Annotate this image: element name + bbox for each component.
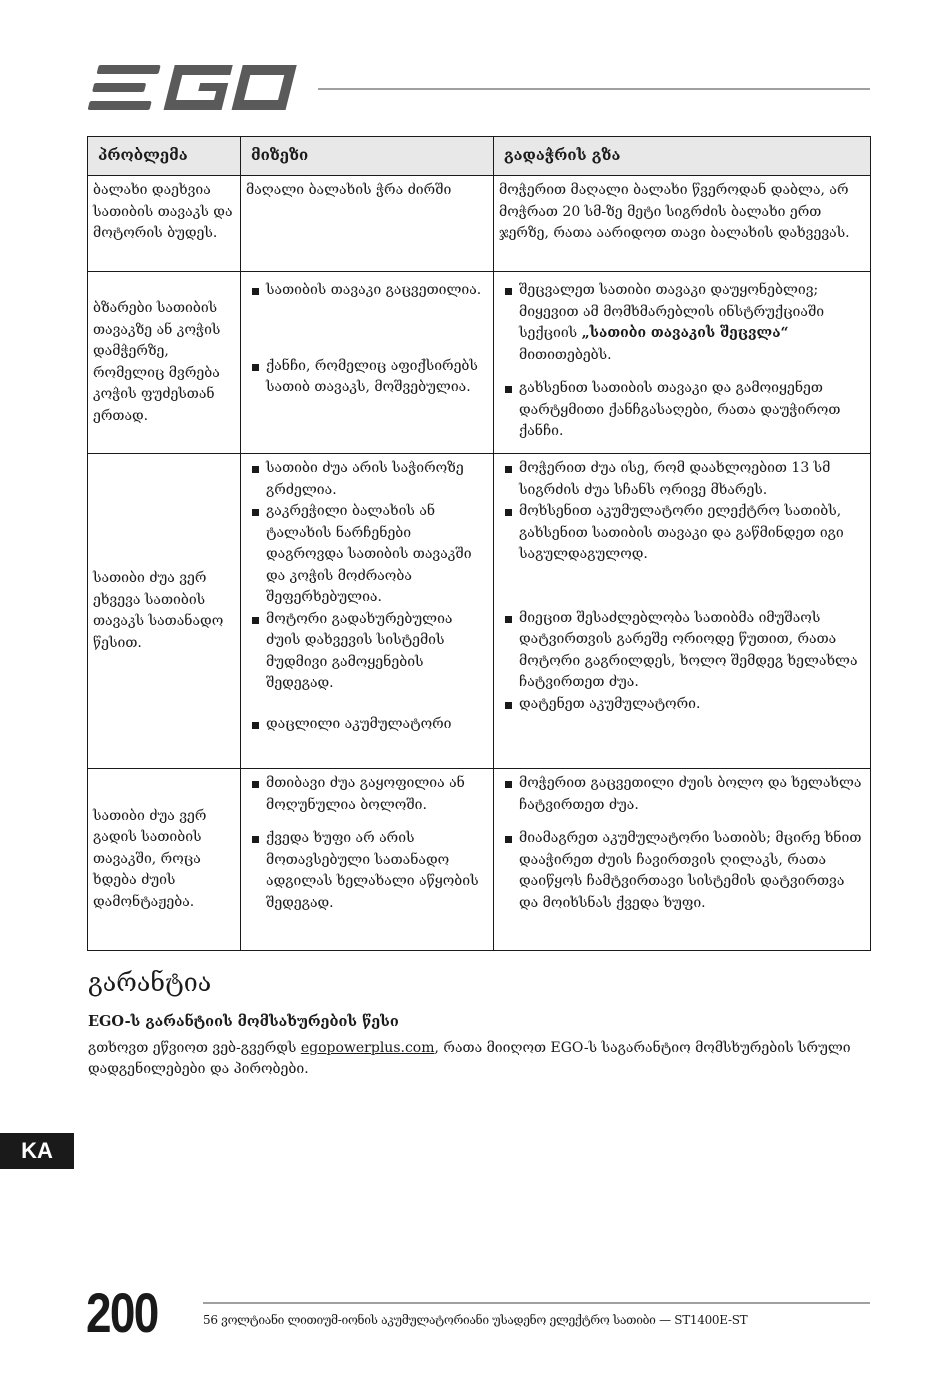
solution-text: მოჭერით მაღალი ბალახი წვეროდან დაბლა, არ მოჭრათ 20 სმ-ზე მეტი სიგრძის ბალახი ერთ ჯერზე, რათა აარიდოთ თავი ბალახის დახვევას. bbox=[499, 182, 850, 241]
warranty-text: გთხოვთ ეწვიოთ ვებ-გვერდს bbox=[88, 1040, 301, 1056]
ego-logo-icon bbox=[86, 60, 301, 116]
list-item: ქვედა ხუფი არ არის მოთავსებული სათანადო ადგილას ხელახალი აწყობის შედეგად. bbox=[246, 828, 488, 914]
problem-cell: სათიბი ძუა ვერ გადის სათიბის თავაკში, როცა ხდება ძუის დამონტაჟება. bbox=[88, 769, 241, 951]
website-link[interactable]: egopowerplus.com bbox=[300, 1040, 435, 1056]
list-item: მოტორი გადახურებულია ძუის დახვევის სისტემის მუდმივი გამოყენების შედეგად. bbox=[246, 609, 488, 695]
troubleshooting-table bbox=[87, 136, 871, 951]
solution-text: შეცვალეთ სათიბი თავაკი დაუყონებლივ; მიყევით ამ მომხმარებლის ინსტრუქციაში სექციის bbox=[519, 282, 825, 341]
problem-cell: ბალახი დაეხვია სათიბის თავაკს და მოტორის ბუდეს. bbox=[88, 176, 241, 272]
header-solution: გადაჭრის გზა bbox=[494, 137, 871, 176]
solution-cell bbox=[494, 769, 871, 951]
header-rule bbox=[318, 88, 870, 90]
list-item: ქანჩი, რომელიც აფიქსირებს სათიბ თავაკს, მოშვებულია. bbox=[246, 356, 488, 399]
solution-text: მითითებებს. bbox=[519, 346, 612, 363]
list-item: გაკრეჭილი ბალახის ან ტალახის ნარჩენები დაგროვდა სათიბის თავაკში და კოჭის მოძრაობა შეფერხებულია. bbox=[246, 501, 488, 609]
cause-text: მაღალი ბალახის ჭრა ძირში bbox=[246, 182, 452, 198]
solution-cell bbox=[494, 176, 871, 272]
table-row bbox=[88, 454, 871, 769]
list-item: მოჭერით ძუა ისე, რომ დაახლოებით 13 სმ სიგრძის ძუა სჩანს ორივე მხარეს. bbox=[499, 458, 865, 501]
warranty-subheading: EGO-ს გარანტიის მომსახურების წესი bbox=[88, 1013, 399, 1030]
warranty-paragraph bbox=[88, 1038, 873, 1080]
ego-logo bbox=[86, 60, 301, 116]
cause-cell bbox=[241, 769, 494, 951]
section-reference: „სათიბი თავაკის შეცვლა“ bbox=[581, 325, 789, 341]
cause-cell bbox=[241, 272, 494, 454]
footer-rule bbox=[203, 1302, 870, 1304]
list-item: მოჭერით გაცვეთილი ძუის ბოლო და ხელახლა ჩატვირთეთ ძუა. bbox=[499, 773, 865, 816]
table-row bbox=[88, 769, 871, 951]
header-cause: მიზეზი bbox=[241, 137, 494, 176]
cause-cell bbox=[241, 176, 494, 272]
list-item: სათიბი ძუა არის საჭიროზე გრძელია. bbox=[246, 458, 488, 501]
list-item: გახსენით სათიბის თავაკი და გამოიყენეთ დარტყმითი ქანჩგასაღები, რათა დაუჭიროთ ქანჩი. bbox=[499, 378, 865, 443]
table-header-row bbox=[88, 137, 871, 176]
list-item: მოხსენით აკუმულატორი ელექტრო სათიბს, გახსენით სათიბის თავაკი და გაწმინდეთ იგი საგულდაგულოდ. bbox=[499, 501, 865, 566]
list-item: მიეცით შესაძლებლობა სათიბმა იმუშაოს დატვირთვის გარეშე ორიოდე წუთით, რათა მოტორი გაგრილდეს, ხოლო შემდეგ ხელახლა ჩატვირთეთ ძუა. bbox=[499, 608, 865, 694]
solution-cell bbox=[494, 272, 871, 454]
list-item: დაცლილი აკუმულატორი bbox=[246, 714, 488, 736]
table-row bbox=[88, 176, 871, 272]
list-item: მთიბავი ძუა გაყოფილია ან მოღუნულია ბოლოში. bbox=[246, 773, 488, 816]
language-tab: KA bbox=[0, 1133, 74, 1169]
solution-cell bbox=[494, 454, 871, 769]
page-number: 200 bbox=[86, 1281, 158, 1344]
footer-text: 56 ვოლტიანი ლითიუმ-იონის აკუმულატორიანი უსადენო ელექტრო სათიბი — ST1400E-ST bbox=[203, 1313, 748, 1327]
warranty-text: , რათა მიიღოთ EGO-ს საგარანტიო მომსხურების სრული დადგენილებები და პირობები. bbox=[88, 1040, 851, 1077]
list-item: მიამაგრეთ აკუმულატორი სათიბს; მცირე ხნით დააჭირეთ ძუის ჩავირთვის ღილაკს, რათა დაიწყოს ჩამტვირთავი სისტემის დატვირთვა და მოიხსნას ქვედა ხუფი. bbox=[499, 828, 865, 914]
problem-cell: ბზარები სათიბის თავაკზე ან კოჭის დამჭერზე, რომელიც მვრება კოჭის ფუძესთან ერთად. bbox=[88, 272, 241, 454]
header-problem: პრობლემა bbox=[88, 137, 241, 176]
cause-cell bbox=[241, 454, 494, 769]
table-row bbox=[88, 272, 871, 454]
list-item: დატენეთ აკუმულატორი. bbox=[499, 694, 865, 716]
list-item bbox=[499, 280, 865, 366]
warranty-heading: გარანტია bbox=[88, 968, 212, 997]
list-item: სათიბის თავაკი გაცვეთილია. bbox=[246, 280, 488, 302]
problem-cell: სათიბი ძუა ვერ ეხვევა სათიბის თავაკს სათანადო წესით. bbox=[88, 454, 241, 769]
